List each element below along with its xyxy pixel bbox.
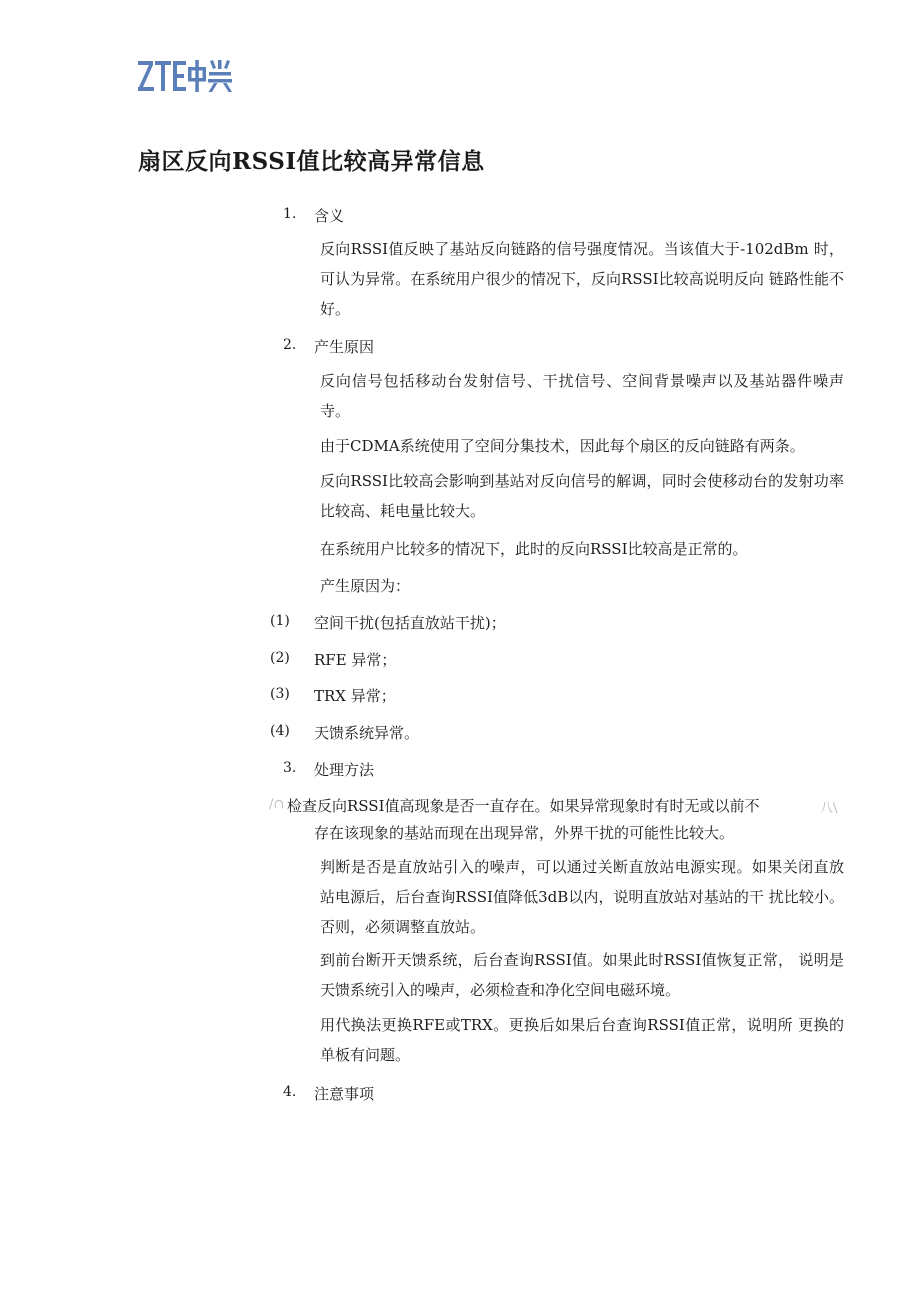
section-4-heading: 注意事项 [314,1085,375,1103]
section-2-heading: 产生原因 [314,338,375,356]
cause-3-text: TRX 异常； [314,687,396,705]
cause-4-number: (4) [270,723,290,739]
check-line-1: 检查反向RSSI值高现象是否一直存在。如果异常现象时有时无或以前不 [287,797,760,815]
zte-logo [138,58,234,98]
cause-1-number: (1) [270,613,290,629]
zte-logo-graphic [138,58,234,98]
section-2-paragraph-4: 在系统用户比较多的情况下，此时的反向RSSI比较高是正常的。 [320,540,748,558]
section-2-paragraph-2: 由于CDMA系统使用了空间分集技术，因此每个扇区的反向链路有两条。 [320,437,805,455]
section-2-paragraph-3: 反向RSSI比较高会影响到基站对反向信号的解调，同时会使移动台的发射功率比较高、耗电量比较大。 [320,472,844,520]
section-1-heading: 含义 [314,207,345,225]
cause-3-number: (3) [270,686,290,702]
cause-4-text: 天馈系统异常。 [314,724,420,742]
scan-mark-left: /∩ [269,797,285,812]
section-3-paragraph-1: 判断是否是直放站引入的噪声，可以通过关断直放站电源实现。如果关闭直放站电源后，后台查询RSSI值降低3dB以内，说明直放站对基站的干 扰比较小。否则，必须调整直放站。 [320,858,844,936]
section-2-paragraph-5: 产生原因为： [320,577,411,595]
section-1-number: 1. [283,206,297,222]
section-4-number: 4. [283,1084,297,1100]
section-2-paragraph-1: 反向信号包括移动台发射信号、干扰信号、空间背景噪声以及基站器件噪声寺。 [320,372,844,420]
cause-2-text: RFE 异常； [314,651,397,669]
section-3-heading: 处理方法 [314,761,375,779]
cause-2-number: (2) [270,650,290,666]
section-3-paragraph-2: 到前台断开天馈系统，后台查询RSSI值。如果此时RSSI值恢复正常， 说明是天馈系统引入的噪声，必须检查和净化空间电磁环境。 [320,951,844,999]
cause-1-text: 空间干扰(包括直放站干扰)； [314,614,506,632]
page-title: 扇区反向RSSI值比较高异常信息 [138,148,485,175]
section-3-number: 3. [283,760,297,776]
scan-mark-right: 八\ [820,801,838,816]
section-3-paragraph-3: 用代换法更换RFE或TRX。更换后如果后台查询RSSI值正常，说明所 更换的单板有问题。 [320,1016,844,1064]
section-2-number: 2. [283,337,297,353]
section-1-paragraph: 反向RSSI值反映了基站反向链路的信号强度情况。当该值大于-102dBm 时，可认为异常。在系统用户很少的情况下，反向RSSI比较高说明反向 链路性能不好。 [320,240,844,318]
check-line-2: 存在该现象的基站而现在出现异常，外界干扰的可能性比较大。 [314,824,735,842]
